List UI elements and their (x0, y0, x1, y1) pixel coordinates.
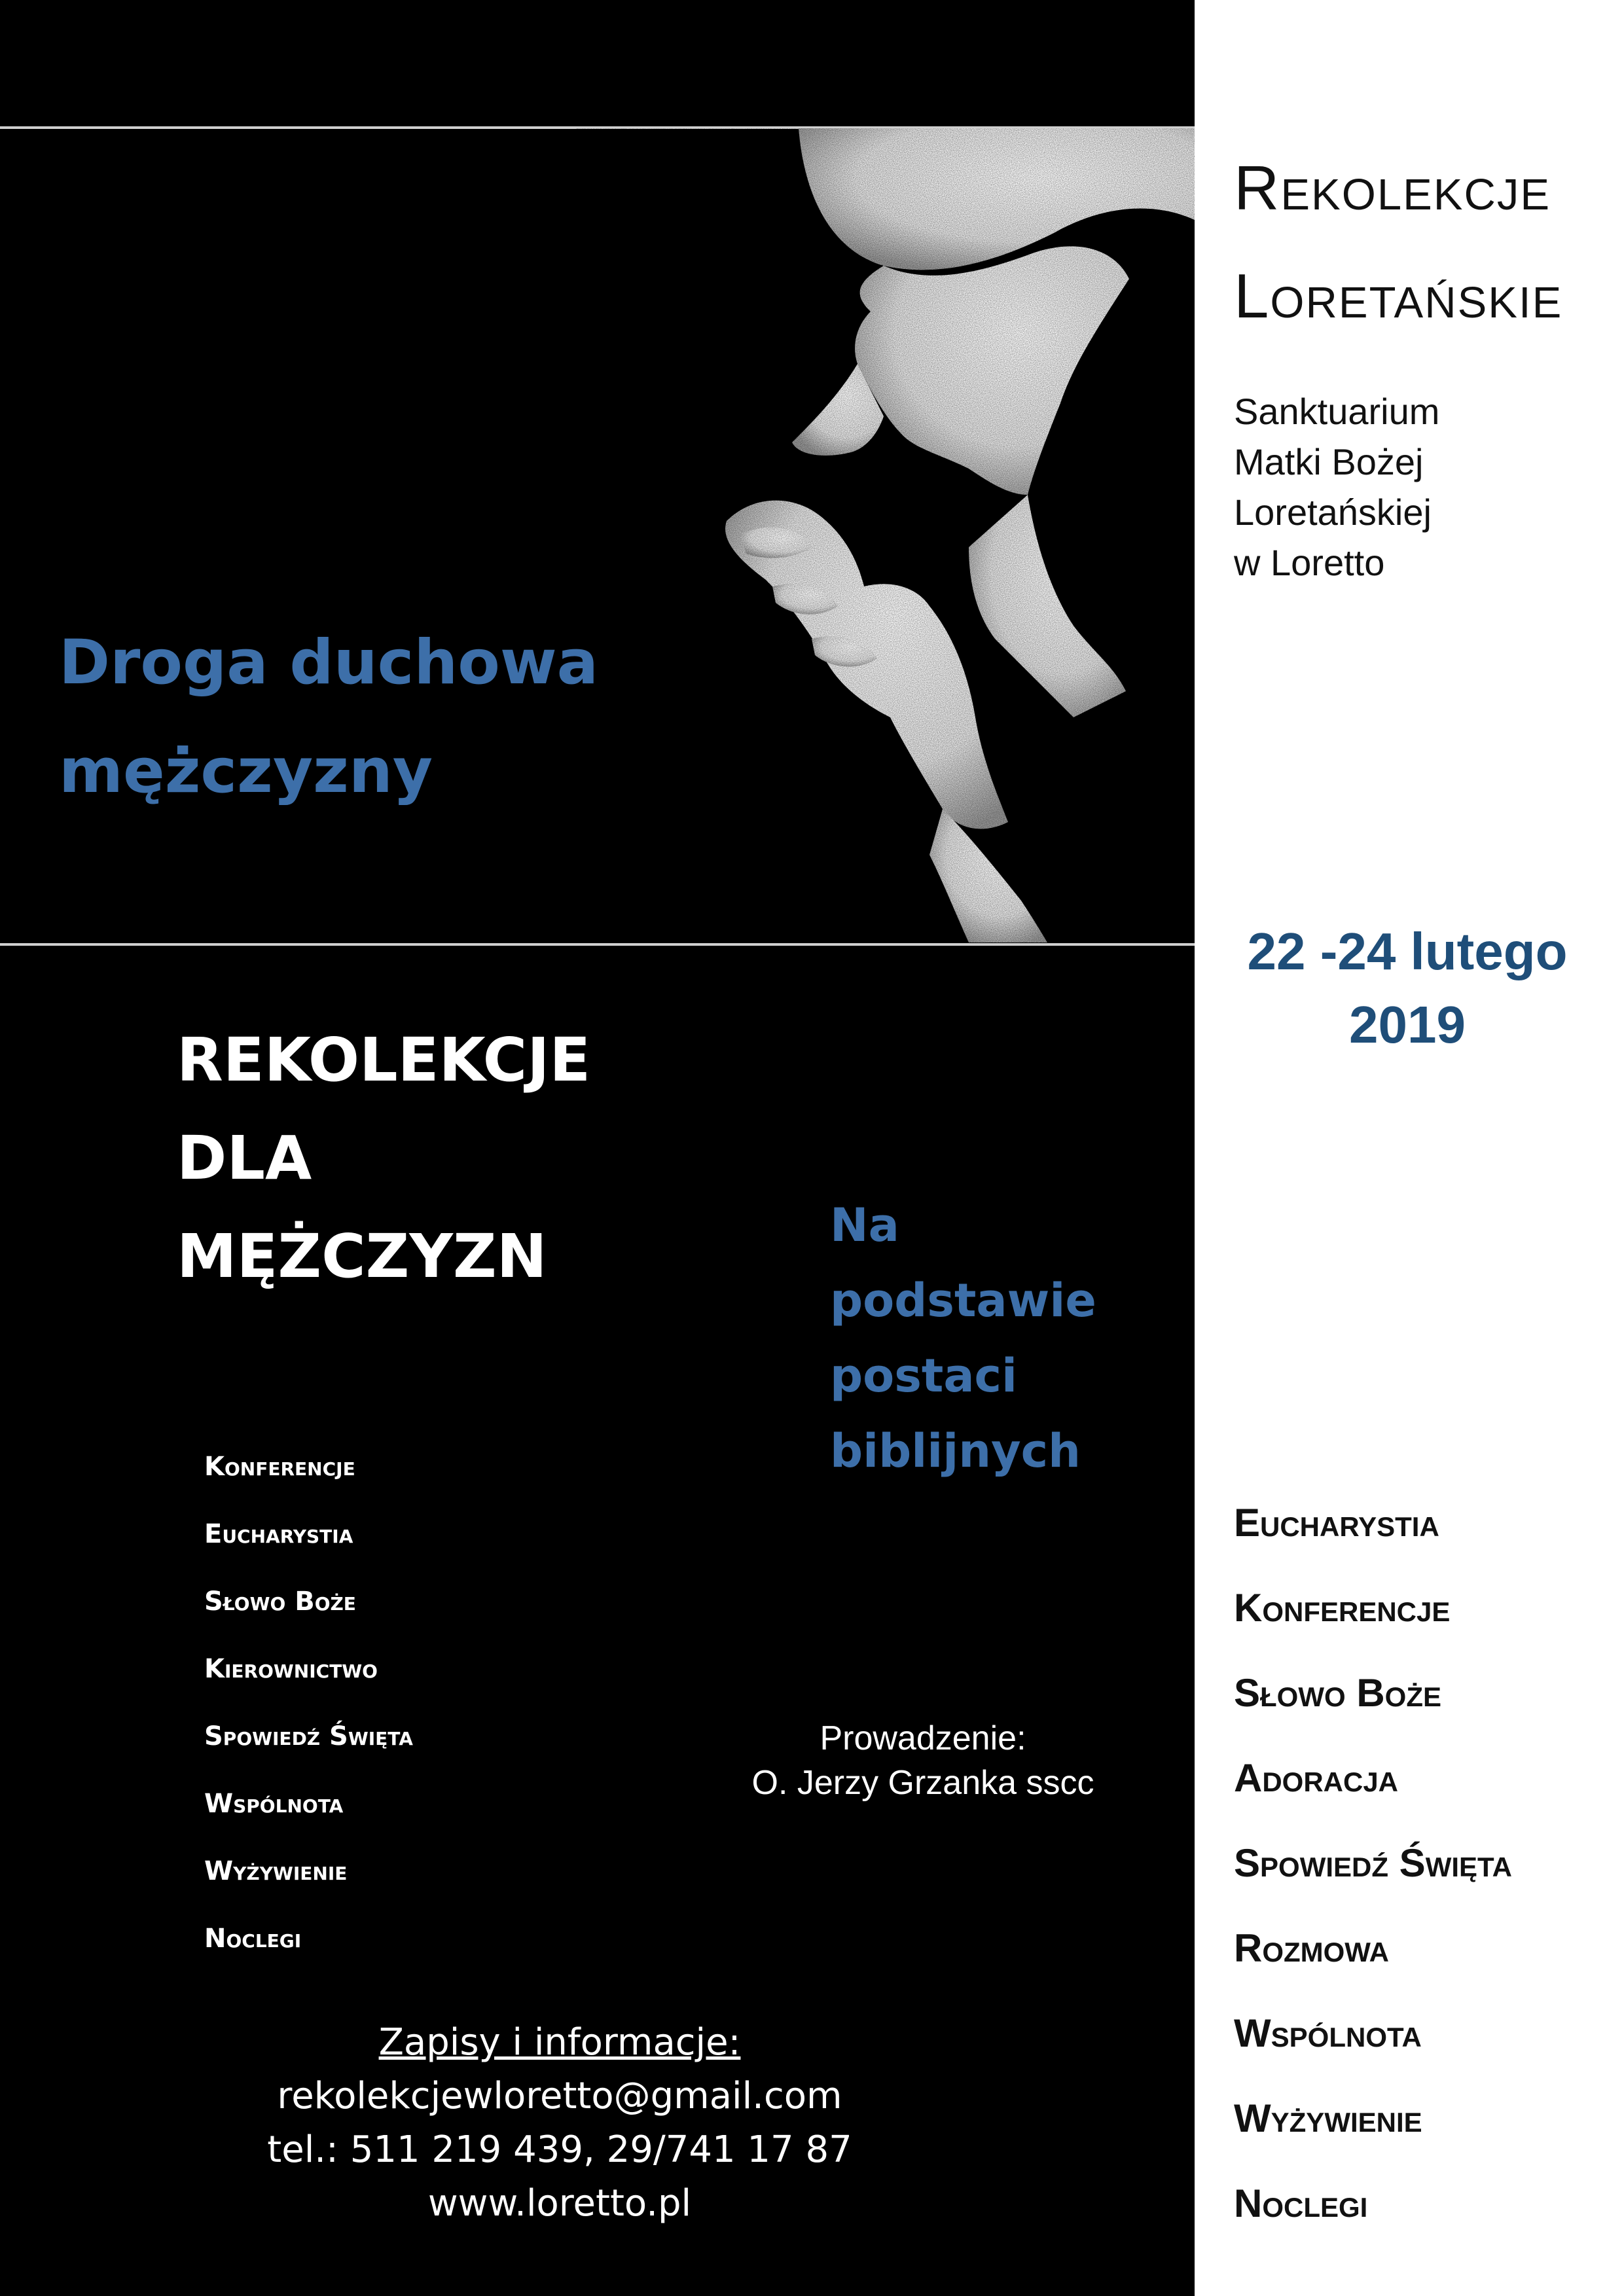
main-title-line: REKOLEKCJE (177, 1025, 591, 1095)
main-title (177, 1011, 766, 1306)
right-features-list (1234, 1480, 1614, 2246)
list-item: Wyżywienie (1234, 2096, 1422, 2140)
list-item: Spowiedź Święta (1234, 1841, 1512, 1885)
organizer-title-line: Rekolekcje (1234, 153, 1551, 223)
list-item: Eucharystia (1234, 1501, 1439, 1545)
sanctuary-name (1234, 386, 1600, 588)
biblical-basis-text (830, 1188, 1183, 1489)
bottom-divider-line (0, 943, 1195, 946)
date-line: 2019 (1349, 996, 1466, 1054)
list-item: Noclegi (204, 1924, 302, 1954)
list-item: Rozmowa (1234, 1926, 1389, 1970)
list-item: Kierownictwo (204, 1654, 378, 1684)
basis-line: Na (830, 1198, 899, 1252)
subtitle-line: mężczyzny (59, 736, 433, 807)
contact-block (151, 2016, 969, 2231)
left-features-list (204, 1433, 662, 1973)
list-item: Spowiedź Święta (204, 1721, 413, 1751)
main-title-line: MĘŻCZYZN (177, 1221, 547, 1291)
contact-website: www.loretto.pl (427, 2182, 692, 2225)
leader-label: Prowadzenie: (820, 1719, 1026, 1757)
sanctuary-line: w Loretto (1234, 542, 1385, 583)
list-item: Konferencje (1234, 1586, 1451, 1630)
list-item: Eucharystia (204, 1519, 353, 1549)
list-item: Wyżywienie (204, 1856, 348, 1886)
organizer-title (1234, 134, 1614, 350)
list-item: Noclegi (1234, 2181, 1368, 2225)
list-item: Słowo Boże (204, 1587, 356, 1617)
main-title-line: DLA (177, 1123, 312, 1193)
subtitle (59, 609, 779, 826)
leader-name: O. Jerzy Grzanka sscc (751, 1764, 1094, 1802)
organizer-title-line: Loretańskie (1234, 261, 1563, 331)
list-item: Konferencje (204, 1452, 355, 1482)
list-item: Słowo Boże (1234, 1671, 1441, 1715)
basis-line: biblijnych (830, 1424, 1081, 1478)
sanctuary-line: Loretańskiej (1234, 492, 1432, 533)
sanctuary-line: Matki Bożej (1234, 441, 1424, 482)
leader-block (707, 1716, 1139, 1805)
list-item: Adoracja (1234, 1756, 1399, 1800)
basis-line: postaci (830, 1349, 1018, 1403)
basis-line: podstawie (830, 1274, 1096, 1327)
event-date (1218, 915, 1597, 1062)
date-line: 22 -24 lutego (1247, 922, 1568, 980)
list-item: Wspólnota (1234, 2011, 1422, 2055)
contact-phone: tel.: 511 219 439, 29/741 17 87 (267, 2128, 852, 2171)
list-item: Wspólnota (204, 1789, 344, 1819)
sanctuary-line: Sanktuarium (1234, 391, 1440, 432)
contact-heading: Zapisy i informacje: (378, 2021, 741, 2064)
subtitle-line: Droga duchowa (59, 627, 599, 698)
contact-email: rekolekcjewloretto@gmail.com (277, 2075, 842, 2117)
